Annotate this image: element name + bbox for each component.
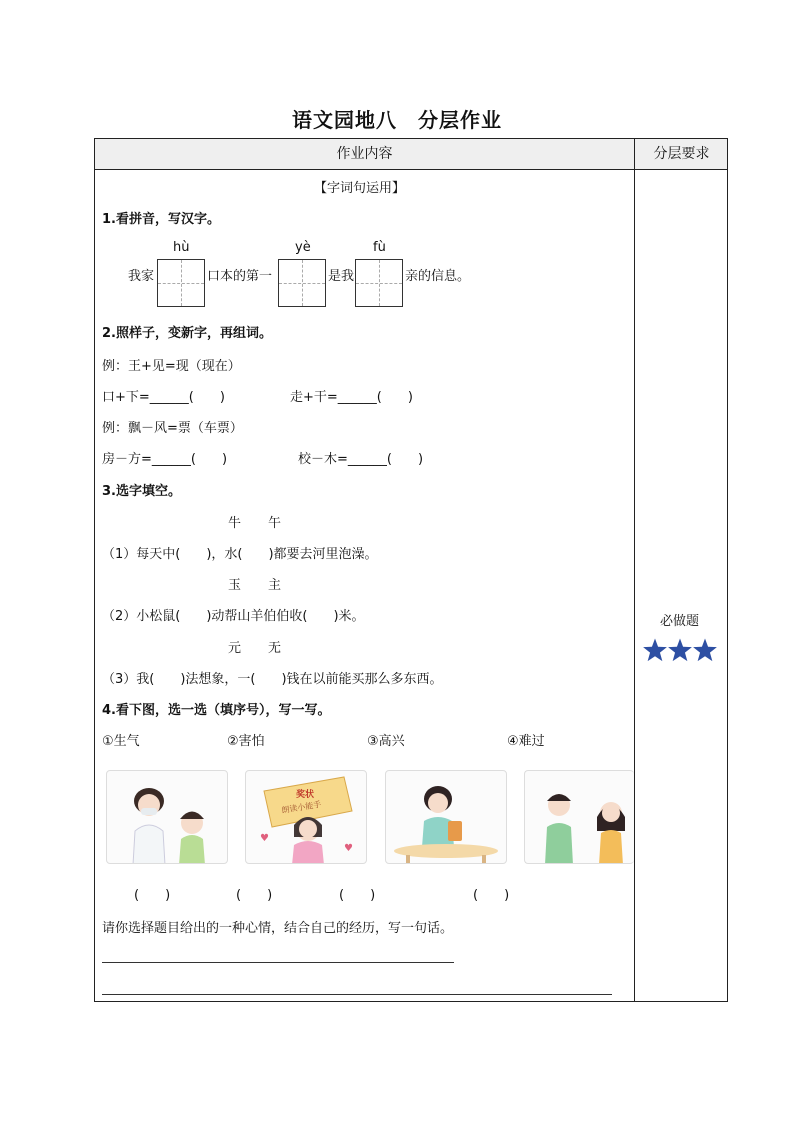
q2-heading: 2.照样子，变新字，再组词。: [102, 326, 272, 341]
q3-choice-2a: 玉: [228, 578, 242, 593]
q4-prompt: 请你选择题目给出的一种心情，结合自己的经历，写一句话。: [102, 921, 454, 936]
q4-option-2: ②害怕: [227, 734, 265, 749]
q2-item-2b: 校－木=______( ): [298, 452, 424, 467]
q2-item-2a: 房－方=______( ): [102, 452, 228, 467]
q2-item-1a: 口+下=______( ): [102, 390, 225, 405]
q3-choice-2b: 主: [268, 578, 282, 593]
picture-girl-crying: [385, 770, 507, 864]
answer-line-2[interactable]: [102, 994, 612, 995]
header-requirement: 分层要求: [653, 146, 710, 162]
table-header: [95, 139, 727, 170]
pinyin-3: fù: [373, 240, 386, 255]
writing-box-3[interactable]: [355, 259, 403, 307]
picture-boy-girl: [524, 770, 634, 864]
q1-text-2: 口本的第一: [207, 269, 273, 284]
q3-sentence-1: （1）每天中( )，水( )都要去河里泡澡。: [102, 547, 378, 562]
q2-example-1: 例：王+见=现（现在）: [102, 359, 241, 374]
star-icon: [693, 639, 717, 662]
q4-blank-4[interactable]: ( ): [473, 888, 510, 903]
q1-text-4: 亲的信息。: [405, 269, 471, 284]
star-icon: [643, 639, 667, 662]
writing-box-2[interactable]: [278, 259, 326, 307]
q3-choice-1a: 牛: [228, 516, 242, 531]
q4-option-1: ①生气: [102, 734, 140, 749]
q4-option-3: ③高兴: [367, 734, 405, 749]
picture-girl-award: [245, 770, 367, 864]
picture-doctor-boy: [106, 770, 228, 864]
stars-rating: [642, 636, 718, 664]
q4-blank-1[interactable]: ( ): [134, 888, 171, 903]
q3-sentence-3: （3）我( )法想象，一( )钱在以前能买那么多东西。: [102, 672, 443, 687]
q1-heading: 1.看拼音，写汉字。: [102, 212, 220, 227]
writing-box-1[interactable]: [157, 259, 205, 307]
q3-choice-3a: 元: [228, 641, 242, 656]
q4-heading: 4.看下图，选一选（填序号），写一写。: [102, 703, 331, 718]
award-title: 奖状: [296, 790, 315, 800]
page-title: 语文园地八 分层作业: [292, 108, 502, 132]
pinyin-2: yè: [295, 240, 311, 255]
q3-sentence-2: （2）小松鼠( )动帮山羊伯伯收( )米。: [102, 609, 365, 624]
q2-item-1b: 走+干=______( ): [290, 390, 413, 405]
pinyin-1: hù: [173, 240, 190, 255]
svg-text:♥: ♥: [260, 833, 269, 844]
q1-text-1: 我家: [128, 269, 155, 284]
q3-heading: 3.选字填空。: [102, 484, 181, 499]
requirement-label: 必做题: [660, 614, 700, 629]
q1-text-3: 是我: [328, 269, 355, 284]
q4-blank-3[interactable]: ( ): [339, 888, 376, 903]
award-subtitle: 朗读小能手: [280, 799, 322, 815]
q3-choice-1b: 午: [268, 516, 282, 531]
star-icon: [668, 639, 692, 662]
q3-choice-3b: 无: [268, 641, 282, 656]
q2-example-2: 例：飘－风=票（车票）: [102, 421, 243, 436]
section-label: 【字词句运用】: [314, 181, 406, 196]
q4-blank-2[interactable]: ( ): [236, 888, 273, 903]
svg-text:♥: ♥: [344, 843, 353, 854]
column-divider: [634, 138, 635, 1002]
q4-option-4: ④难过: [507, 734, 545, 749]
answer-line-1[interactable]: [102, 962, 454, 963]
header-content: 作业内容: [336, 146, 393, 162]
